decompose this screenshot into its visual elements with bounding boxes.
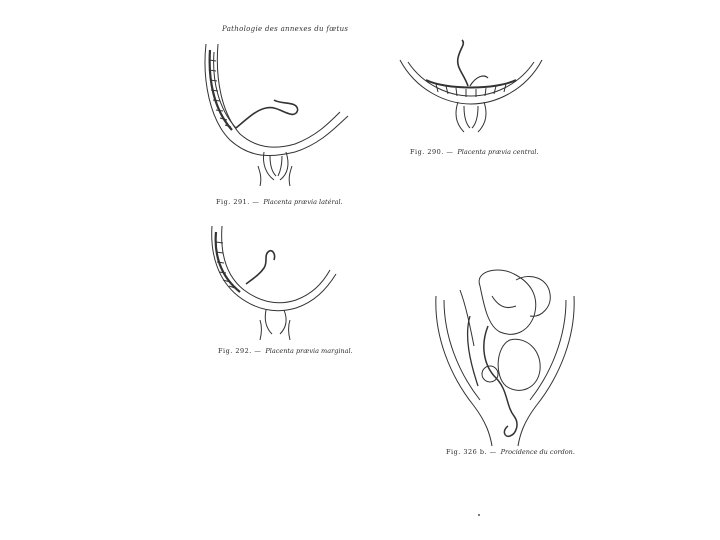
running-head: Pathologie des annexes du fœtus: [222, 25, 349, 33]
figure-326b-number: Fig. 326 b. —: [446, 448, 497, 456]
scan-speck: [478, 514, 480, 516]
figure-292-illustration: [204, 224, 344, 342]
figure-326b-caption: [446, 448, 575, 456]
figure-290-title: Placenta prævia central.: [457, 148, 539, 156]
figure-326b-illustration: [430, 266, 580, 446]
figure-292-caption: [218, 347, 353, 355]
figure-292-title: Placenta prævia marginal.: [265, 347, 353, 355]
figure-291-illustration: [200, 40, 360, 200]
figure-290-number: Fig. 290. —: [410, 148, 454, 156]
figure-291-number: Fig. 291. —: [216, 198, 260, 206]
figure-291-caption: [216, 198, 343, 206]
figure-326b-title: Procidence du cordon.: [500, 448, 575, 456]
figure-290-caption: [410, 148, 538, 156]
figure-290-illustration: [396, 40, 546, 140]
figure-292-number: Fig. 292. —: [218, 347, 262, 355]
figure-291-title: Placenta prævia latéral.: [263, 198, 343, 206]
